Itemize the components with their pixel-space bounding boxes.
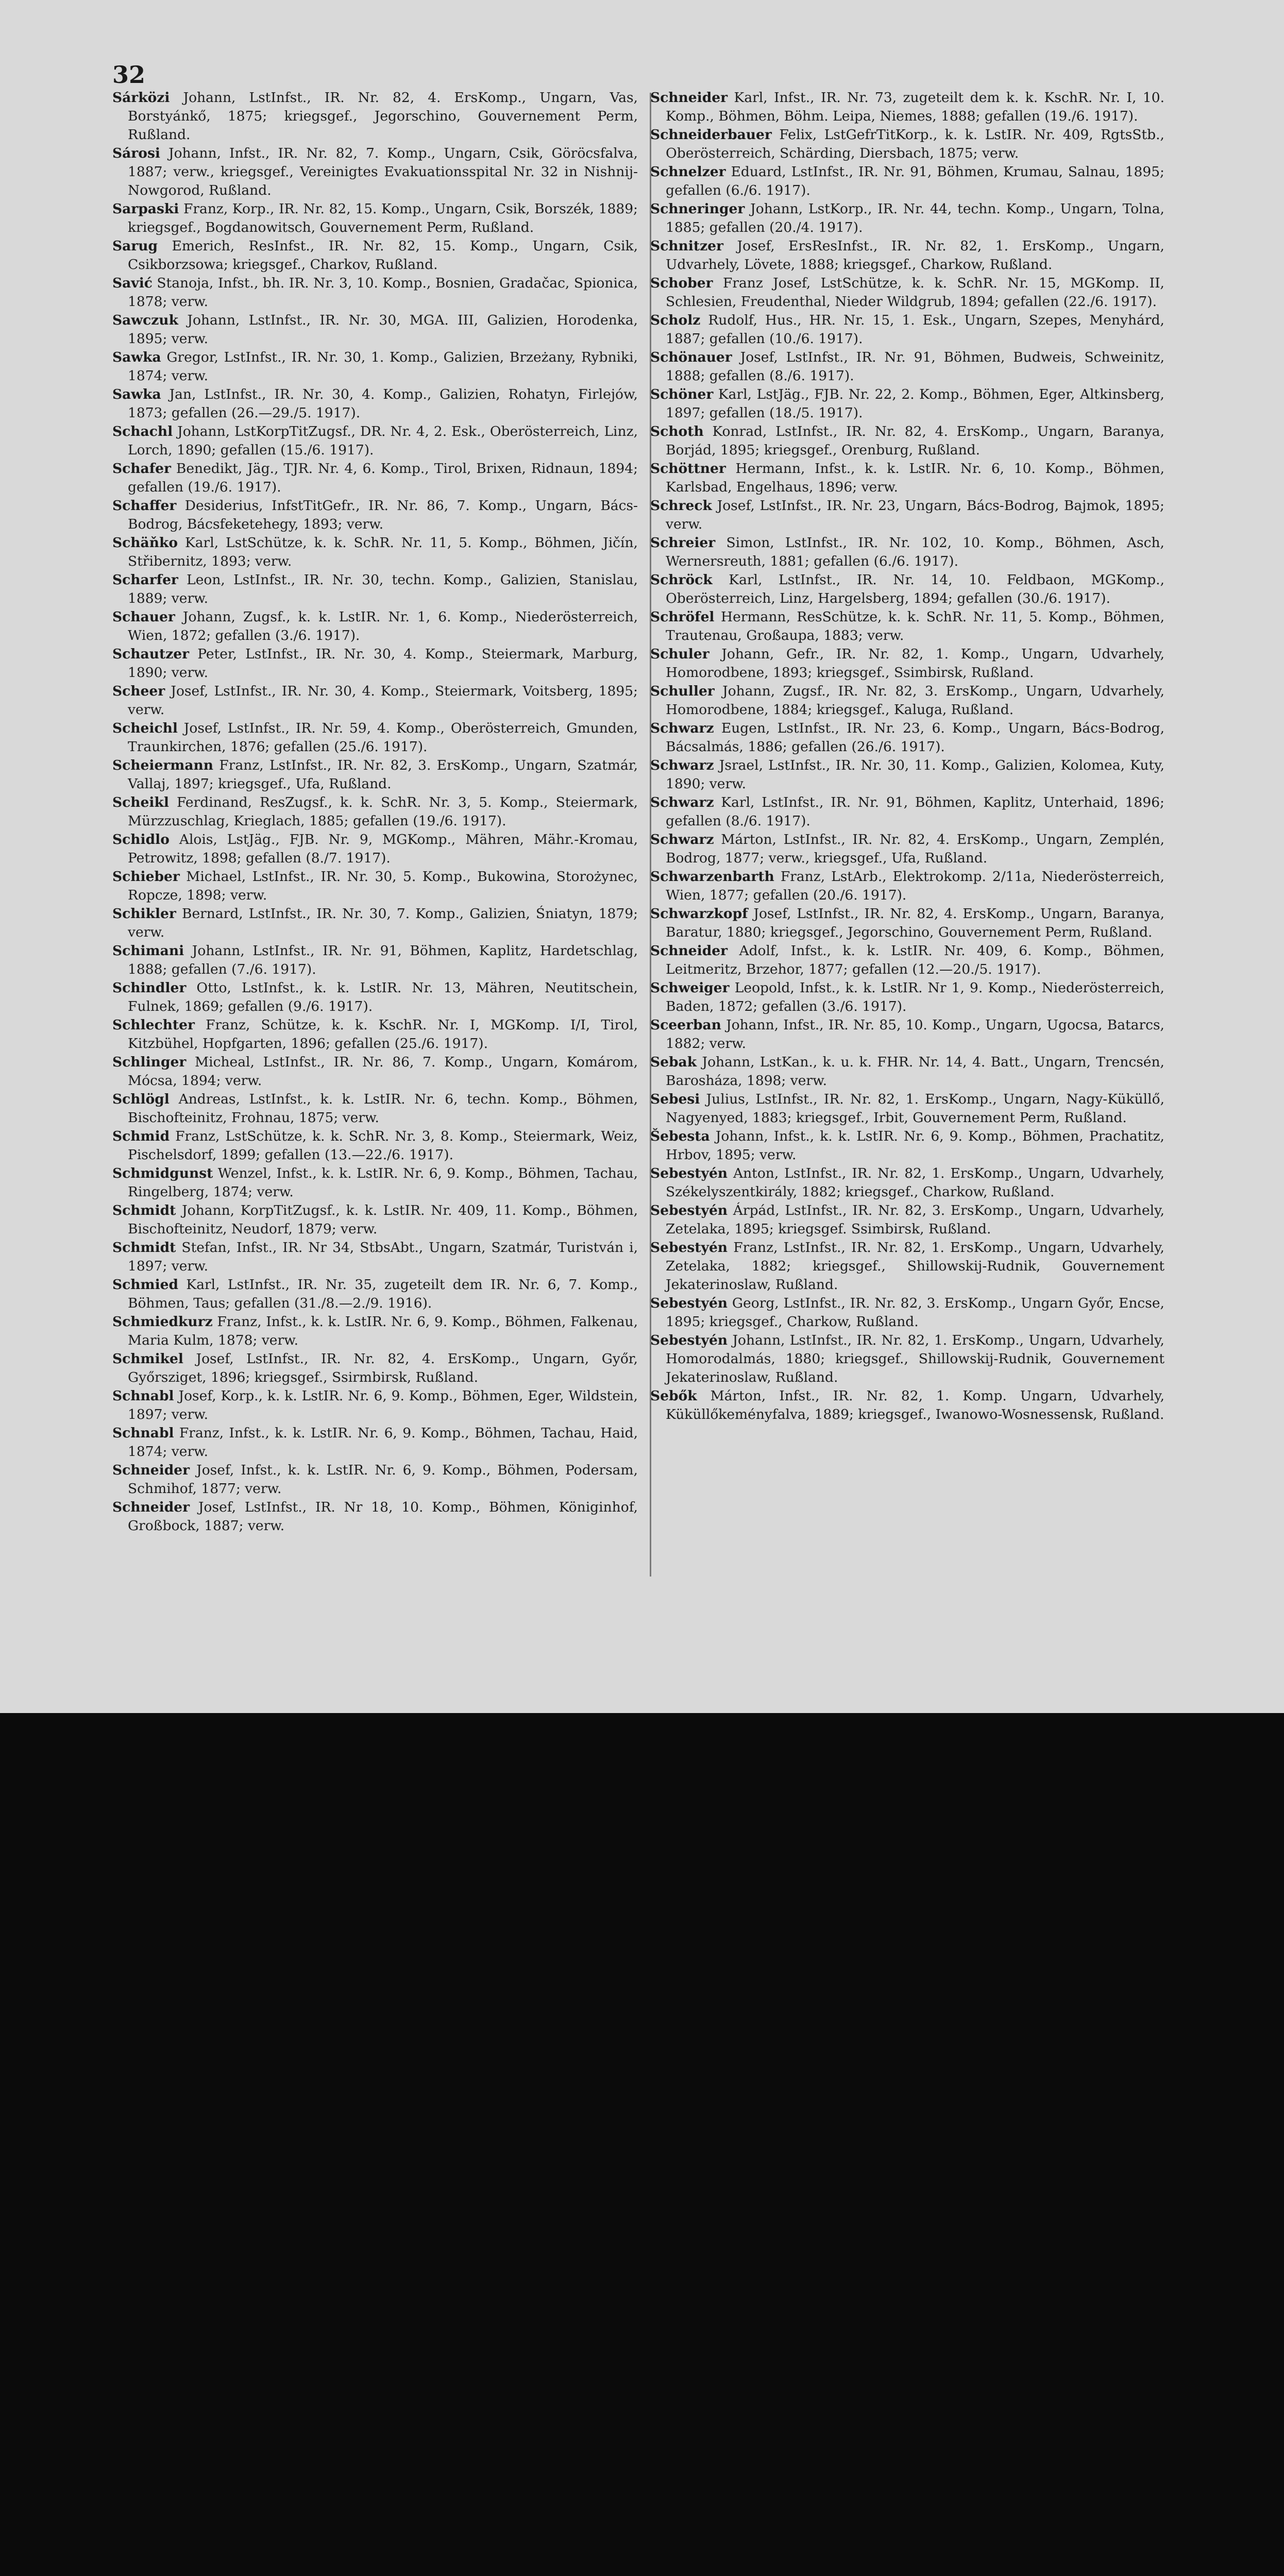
entry-surname: Schneider xyxy=(650,943,728,959)
entry-details: Johann, Zugsf., k. k. LstIR. Nr. 1, 6. Komp., Niederösterreich, Wien, 1872; gefallen (3./6. 1917). xyxy=(128,609,638,643)
register-entry xyxy=(112,756,638,793)
entry-surname: Schmidt xyxy=(112,1202,176,1218)
entry-details: Josef, LstInfst., IR. Nr 18, 10. Komp., Böhmen, Königinhof, Großbock, 1887; verw. xyxy=(128,1499,638,1534)
entry-details: Johann, LstKorpTitZugsf., DR. Nr. 4, 2. Esk., Oberösterreich, Linz, Lorch, 1890; gefallen (15./6. 1917). xyxy=(128,423,638,458)
entry-details: Josef, Korp., k. k. LstIR. Nr. 6, 9. Komp., Böhmen, Eger, Wildstein, 1897; verw. xyxy=(128,1388,638,1422)
entry-surname: Schöner xyxy=(650,386,714,402)
register-entry xyxy=(112,89,638,144)
entry-details: Johann, LstInfst., IR. Nr. 91, Böhmen, Kaplitz, Hardetschlag, 1888; gefallen (7./6. 1917). xyxy=(128,943,638,977)
entry-details: Karl, LstInfst., IR. Nr. 35, zugeteilt dem IR. Nr. 6, 7. Komp., Böhmen, Taus; gefallen (31./8.—2./9. 1916). xyxy=(128,1277,638,1311)
register-entry xyxy=(644,348,1164,385)
register-entry xyxy=(644,1201,1164,1239)
entry-details: Karl, LstJäg., FJB. Nr. 22, 2. Komp., Böhmen, Eger, Altkinsberg, 1897; gefallen (18./5. 1917). xyxy=(666,386,1164,421)
entry-details: Michael, LstInfst., IR. Nr. 30, 5. Komp., Bukowina, Storożynec, Ropcze, 1898; verw. xyxy=(128,869,638,903)
entry-surname: Sárosi xyxy=(112,145,160,161)
entry-surname: Schauer xyxy=(112,609,175,625)
entry-surname: Schnelzer xyxy=(650,164,726,180)
register-entry xyxy=(112,460,638,497)
entry-details: Stanoja, Infst., bh. IR. Nr. 3, 10. Komp., Bosnien, Gradačac, Spionica, 1878; verw. xyxy=(128,275,638,310)
entry-surname: Schafer xyxy=(112,461,171,477)
entry-details: Josef, LstInfst., IR. Nr. 59, 4. Komp., Oberösterreich, Gmunden, Traunkirchen, 1876; gefallen (25./6. 1917). xyxy=(128,720,638,755)
entry-details: Johann, KorpTitZugsf., k. k. LstIR. Nr. 409, 11. Komp., Böhmen, Bischofteinitz, Neudorf, 1879; verw. xyxy=(128,1202,638,1237)
register-entry xyxy=(644,534,1164,571)
entry-surname: Sebesi xyxy=(650,1091,700,1107)
entry-details: Hermann, ResSchütze, k. k. SchR. Nr. 11, 5. Komp., Böhmen, Trautenau, Großaupa, 1883; verw. xyxy=(666,609,1164,643)
register-entry xyxy=(644,868,1164,905)
register-entry xyxy=(644,497,1164,534)
entry-surname: Sebestyén xyxy=(650,1165,728,1181)
entry-surname: Schlögl xyxy=(112,1091,170,1107)
entry-details: Gregor, LstInfst., IR. Nr. 30, 1. Komp., Galizien, Brzeżany, Rybniki, 1874; verw. xyxy=(128,349,638,384)
register-entry xyxy=(644,645,1164,682)
register-entry xyxy=(644,200,1164,237)
left-column xyxy=(112,89,638,1593)
register-entry xyxy=(112,1350,638,1387)
register-entry xyxy=(112,237,638,274)
entry-surname: Sebők xyxy=(650,1388,697,1404)
register-entry xyxy=(112,682,638,719)
register-entry xyxy=(112,608,638,645)
entry-details: Josef, Infst., k. k. LstIR. Nr. 6, 9. Komp., Böhmen, Podersam, Schmihof, 1877; verw. xyxy=(128,1462,638,1497)
entry-details: Julius, LstInfst., IR. Nr. 82, 1. ErsKomp., Ungarn, Nagy-Küküllő, Nagyenyed, 1883; kriegsgef., Irbit, Gouvernement Perm, Rußland. xyxy=(666,1091,1164,1126)
register-entry xyxy=(112,1424,638,1461)
right-column xyxy=(644,89,1164,1583)
entry-surname: Schreier xyxy=(650,535,716,551)
entry-details: Wenzel, Infst., k. k. LstIR. Nr. 6, 9. Komp., Böhmen, Tachau, Ringelberg, 1874; verw. xyxy=(128,1165,638,1200)
register-entry xyxy=(644,571,1164,608)
register-entry xyxy=(112,1313,638,1350)
entry-surname: Sarug xyxy=(112,238,158,254)
entry-surname: Sebak xyxy=(650,1054,697,1070)
entry-surname: Schröfel xyxy=(650,609,715,625)
register-entry xyxy=(644,163,1164,200)
entry-surname: Schidlo xyxy=(112,832,170,848)
entry-surname: Scheikl xyxy=(112,794,169,810)
entry-surname: Schnabl xyxy=(112,1388,174,1404)
entry-details: Emerich, ResInfst., IR. Nr. 82, 15. Komp., Ungarn, Csik, Csikborzsowa; kriegsgef., Charkov, Rußland. xyxy=(128,238,638,273)
register-entry xyxy=(112,1461,638,1498)
entry-surname: Sarpaski xyxy=(112,201,179,217)
entry-details: Franz, Infst., k. k. LstIR. Nr. 6, 9. Komp., Böhmen, Falkenau, Maria Kulm, 1878; verw. xyxy=(128,1314,638,1348)
register-entry xyxy=(644,756,1164,793)
entry-details: Konrad, LstInfst., IR. Nr. 82, 4. ErsKomp., Ungarn, Baranya, Borjád, 1895; kriegsgef., Orenburg, Rußland. xyxy=(666,423,1164,458)
register-entry xyxy=(644,1053,1164,1090)
entry-details: Johann, LstKan., k. u. k. FHR. Nr. 14, 4. Batt., Ungarn, Trencsén, Barosháza, 1898; verw. xyxy=(666,1054,1164,1089)
entry-surname: Sceerban xyxy=(650,1017,721,1033)
register-entry xyxy=(644,1090,1164,1127)
entry-details: Josef, LstInfst., IR. Nr. 30, 4. Komp., Steiermark, Voitsberg, 1895; verw. xyxy=(128,683,638,718)
register-entry xyxy=(112,793,638,831)
entry-surname: Schneider xyxy=(112,1462,190,1478)
entry-details: Franz, Infst., k. k. LstIR. Nr. 6, 9. Komp., Böhmen, Tachau, Haid, 1874; verw. xyxy=(128,1425,638,1460)
entry-details: Bernard, LstInfst., IR. Nr. 30, 7. Komp., Galizien, Śniatyn, 1879; verw. xyxy=(128,906,638,940)
register-entry xyxy=(644,1294,1164,1331)
entry-surname: Schlinger xyxy=(112,1054,187,1070)
entry-surname: Schlechter xyxy=(112,1017,195,1033)
entry-details: Rudolf, Hus., HR. Nr. 15, 1. Esk., Ungarn, Szepes, Menyhárd, 1887; gefallen (10./6. 1917). xyxy=(666,312,1164,347)
entry-details: Leon, LstInfst., IR. Nr. 30, techn. Komp., Galizien, Stanislau, 1889; verw. xyxy=(128,572,638,606)
entry-details: Eugen, LstInfst., IR. Nr. 23, 6. Komp., Ungarn, Bács-Bodrog, Bácsalmás, 1886; gefallen (26./6. 1917). xyxy=(666,720,1164,755)
entry-details: Johann, Gefr., IR. Nr. 82, 1. Komp., Ungarn, Udvarhely, Homorodbene, 1893; kriegsgef., Ssimbirsk, Rußland. xyxy=(666,646,1164,681)
entry-surname: Schindler xyxy=(112,980,187,996)
register-entry xyxy=(644,422,1164,460)
entry-surname: Schmidgunst xyxy=(112,1165,213,1181)
entry-details: Anton, LstInfst., IR. Nr. 82, 1. ErsKomp., Ungarn, Udvarhely, Székelyszentkirály, 1882; kriegsgef., Charkow, Rußland. xyxy=(666,1165,1164,1200)
register-entry xyxy=(112,868,638,905)
entry-surname: Sawczuk xyxy=(112,312,178,328)
entry-details: Karl, Infst., IR. Nr. 73, zugeteilt dem k. k. KschR. Nr. I, 10. Komp., Böhmen, Böhm. Leipa, Niemes, 1888; gefallen (19./6. 1917). xyxy=(666,90,1164,124)
entry-surname: Schäňko xyxy=(112,535,178,551)
entry-surname: Schoth xyxy=(650,423,704,439)
register-entry xyxy=(644,126,1164,163)
page-number: 32 xyxy=(112,61,146,89)
entry-details: Franz, Schütze, k. k. KschR. Nr. I, MGKomp. I/I, Tirol, Kitzbühel, Hopfgarten, 1896; gefallen (25./6. 1917). xyxy=(128,1017,638,1052)
register-entry xyxy=(644,719,1164,756)
entry-details: Otto, LstInfst., k. k. LstIR. Nr. 13, Mähren, Neutitschein, Fulnek, 1869; gefallen (9./6. 1917). xyxy=(128,980,638,1014)
entry-details: Josef, ErsResInfst., IR. Nr. 82, 1. ErsKomp., Ungarn, Udvarhely, Lövete, 1888; kriegsgef., Charkow, Rußland. xyxy=(666,238,1164,273)
entry-surname: Sebestyén xyxy=(650,1295,728,1311)
entry-details: Johann, LstKorp., IR. Nr. 44, techn. Komp., Ungarn, Tolna, 1885; gefallen (20./4. 1917). xyxy=(666,201,1164,235)
entry-details: Johann, Infst., IR. Nr. 82, 7. Komp., Ungarn, Csik, Göröcsfalva, 1887; verw., kriegsgef., Vereinigtes Evakuationsspital Nr. 32 in Nishnij-Nowgorod, Rußland. xyxy=(128,145,638,198)
entry-details: Karl, LstInfst., IR. Nr. 91, Böhmen, Kaplitz, Unterhaid, 1896; gefallen (8./6. 1917). xyxy=(666,794,1164,829)
entry-surname: Schmiedkurz xyxy=(112,1314,213,1330)
entry-surname: Sebestyén xyxy=(650,1202,728,1218)
entry-details: Andreas, LstInfst., k. k. LstIR. Nr. 6, techn. Komp., Böhmen, Bischofteinitz, Frohnau, 1875; verw. xyxy=(128,1091,638,1126)
register-entry xyxy=(112,719,638,756)
entry-details: Leopold, Infst., k. k. LstIR. Nr 1, 9. Komp., Niederösterreich, Baden, 1872; gefallen (3./6. 1917). xyxy=(666,980,1164,1014)
entry-surname: Schröck xyxy=(650,572,713,588)
register-entry xyxy=(644,385,1164,422)
entry-surname: Schmidt xyxy=(112,1240,176,1256)
entry-surname: Sawka xyxy=(112,349,161,365)
register-entry xyxy=(112,274,638,311)
register-entry xyxy=(112,1239,638,1276)
entry-surname: Schwarz xyxy=(650,832,714,848)
register-entry xyxy=(112,645,638,682)
entry-details: Franz, LstSchütze, k. k. SchR. Nr. 3, 8. Komp., Steiermark, Weiz, Pischelsdorf, 1899; gefallen (13.—22./6. 1917). xyxy=(128,1128,638,1163)
register-entry xyxy=(112,497,638,534)
register-entry xyxy=(112,1090,638,1127)
register-entry xyxy=(112,905,638,942)
register-entry xyxy=(112,1016,638,1053)
entry-details: Micheal, LstInfst., IR. Nr. 86, 7. Komp., Ungarn, Komárom, Mócsa, 1894; verw. xyxy=(128,1054,638,1089)
entry-surname: Schwarz xyxy=(650,757,714,773)
register-entry xyxy=(644,831,1164,868)
viewer-footer xyxy=(0,1713,1284,1818)
entry-details: Franz, LstInfst., IR. Nr. 82, 1. ErsKomp., Ungarn, Udvarhely, Zetelaka, 1882; kriegsgef., Shillowskij-Rudnik, Gouvernement Jekaterinoslaw, Rußland. xyxy=(666,1240,1164,1293)
register-entry xyxy=(644,460,1164,497)
register-entry xyxy=(112,1127,638,1164)
entry-surname: Šebesta xyxy=(650,1128,710,1144)
entry-details: Karl, LstSchütze, k. k. SchR. Nr. 11, 5. Komp., Böhmen, Jičín, Střibernitz, 1893; verw. xyxy=(128,535,638,569)
entry-surname: Schnitzer xyxy=(650,238,723,254)
entry-details: Adolf, Infst., k. k. LstIR. Nr. 409, 6. Komp., Böhmen, Leitmeritz, Brzehor, 1877; gefallen (12.—20./5. 1917). xyxy=(666,943,1164,977)
entry-details: Hermann, Infst., k. k. LstIR. Nr. 6, 10. Komp., Böhmen, Karlsbad, Engelhaus, 1896; verw. xyxy=(666,461,1164,495)
register-entry xyxy=(112,1201,638,1239)
register-entry xyxy=(644,89,1164,126)
entry-surname: Schautzer xyxy=(112,646,190,662)
entry-details: Jsrael, LstInfst., IR. Nr. 30, 11. Komp., Galizien, Kolomea, Kuty, 1890; verw. xyxy=(666,757,1164,792)
entry-details: Desiderius, InfstTitGefr., IR. Nr. 86, 7. Komp., Ungarn, Bács-Bodrog, Bácsfeketehegy, 1893; verw. xyxy=(128,498,638,532)
register-entry xyxy=(644,793,1164,831)
register-entry xyxy=(112,571,638,608)
entry-details: Franz, LstArb., Elektrokomp. 2/11a, Niederösterreich, Wien, 1877; gefallen (20./6. 1917). xyxy=(666,869,1164,903)
register-entry xyxy=(644,311,1164,348)
entry-details: Peter, LstInfst., IR. Nr. 30, 4. Komp., Steiermark, Marburg, 1890; verw. xyxy=(128,646,638,681)
register-entry xyxy=(644,942,1164,979)
entry-surname: Sárközi xyxy=(112,90,170,106)
entry-surname: Schuler xyxy=(650,646,709,662)
register-entry xyxy=(644,1387,1164,1424)
entry-details: Stefan, Infst., IR. Nr 34, StbsAbt., Ungarn, Szatmár, Turistván i, 1897; verw. xyxy=(128,1240,638,1274)
entry-details: Jan, LstInfst., IR. Nr. 30, 4. Komp., Galizien, Rohatyn, Firlejów, 1873; gefallen (26.—29./5. 1917). xyxy=(128,386,638,421)
entry-surname: Schuller xyxy=(650,683,715,699)
entry-details: Johann, Infst., IR. Nr. 85, 10. Komp., Ungarn, Ugocsa, Batarcs, 1882; verw. xyxy=(666,1017,1164,1052)
register-entry xyxy=(112,311,638,348)
register-entry xyxy=(644,682,1164,719)
entry-surname: Scholz xyxy=(650,312,701,328)
register-entry xyxy=(112,1164,638,1201)
entry-details: Johann, LstInfst., IR. Nr. 82, 1. ErsKomp., Ungarn, Udvarhely, Homorodalmás, 1880; kriegsgef., Shillowskij-Rudnik, Gouvernement Jekaterinoslaw, Rußland. xyxy=(666,1332,1164,1385)
entry-details: Alois, LstJäg., FJB. Nr. 9, MGKomp., Mähren, Mähr.-Kromau, Petrowitz, 1898; gefallen (8./7. 1917). xyxy=(128,832,638,866)
entry-details: Benedikt, Jäg., TJR. Nr. 4, 6. Komp., Tirol, Brixen, Ridnaun, 1894; gefallen (19./6. 1917). xyxy=(128,461,638,495)
entry-details: Márton, Infst., IR. Nr. 82, 1. Komp. Ungarn, Udvarhely, Küküllőkeményfalva, 1889; kriegsgef., Iwanowo-Wosnessensk, Rußland. xyxy=(666,1388,1164,1422)
entry-details: Simon, LstInfst., IR. Nr. 102, 10. Komp., Böhmen, Asch, Wernersreuth, 1881; gefallen (6./6. 1917). xyxy=(666,535,1164,569)
register-entry xyxy=(112,200,638,237)
register-entry xyxy=(644,274,1164,311)
register-entry xyxy=(112,1387,638,1424)
register-entry xyxy=(112,144,638,200)
entry-details: Josef, LstInfst., IR. Nr. 91, Böhmen, Budweis, Schweinitz, 1888; gefallen (8./6. 1917). xyxy=(666,349,1164,384)
entry-surname: Schreck xyxy=(650,498,712,514)
entry-surname: Scheer xyxy=(112,683,165,699)
register-entry xyxy=(644,237,1164,274)
entry-surname: Scharfer xyxy=(112,572,178,588)
register-entry xyxy=(112,348,638,385)
entry-details: Felix, LstGefrTitKorp., k. k. LstIR. Nr. 409, RgtsStb., Oberösterreich, Schärding, Diersbach, 1875; verw. xyxy=(666,127,1164,161)
entry-surname: Schachl xyxy=(112,423,173,439)
entry-surname: Schieber xyxy=(112,869,180,885)
register-entry xyxy=(644,979,1164,1016)
register-entry xyxy=(644,905,1164,942)
register-entry xyxy=(112,385,638,422)
entry-surname: Schneider xyxy=(112,1499,190,1515)
entry-details: Árpád, LstInfst., IR. Nr. 82, 3. ErsKomp., Ungarn, Udvarhely, Zetelaka, 1895; kriegsgef. Ssimbirsk, Rußland. xyxy=(666,1202,1164,1237)
entry-details: Franz, LstInfst., IR. Nr. 82, 3. ErsKomp., Ungarn, Szatmár, Vallaj, 1897; kriegsgef., Ufa, Rußland. xyxy=(128,757,638,792)
register-entry xyxy=(644,1239,1164,1294)
entry-details: Josef, LstInfst., IR. Nr. 82, 4. ErsKomp., Ungarn, Győr, Győrsziget, 1896; kriegsgef., Ssirmbirsk, Rußland. xyxy=(128,1351,638,1385)
entry-surname: Schneiderbauer xyxy=(650,127,772,143)
entry-surname: Scheichl xyxy=(112,720,178,736)
register-entry xyxy=(644,608,1164,645)
entry-surname: Schwarz xyxy=(650,720,714,736)
entry-surname: Schöttner xyxy=(650,461,726,477)
entry-surname: Sawka xyxy=(112,386,161,402)
register-entry xyxy=(644,1127,1164,1164)
entry-surname: Schwarz xyxy=(650,794,714,810)
entry-surname: Schikler xyxy=(112,906,176,922)
entry-details: Johann, Zugsf., IR. Nr. 82, 3. ErsKomp., Ungarn, Udvarhely, Homorodbene, 1884; kriegsgef., Kaluga, Rußland. xyxy=(666,683,1164,718)
entry-details: Johann, LstInfst., IR. Nr. 82, 4. ErsKomp., Ungarn, Vas, Borstyánkő, 1875; kriegsgef., Jegorschino, Gouvernement Perm, Rußland. xyxy=(128,90,638,143)
entry-surname: Schneider xyxy=(650,90,728,106)
entry-surname: Schober xyxy=(650,275,713,291)
entry-details: Franz, Korp., IR. Nr. 82, 15. Komp., Ungarn, Csik, Borszék, 1889; kriegsgef., Bogdanowitsch, Gouvernement Perm, Rußland. xyxy=(128,201,638,235)
entry-surname: Schmied xyxy=(112,1277,179,1293)
entry-surname: Sebestyén xyxy=(650,1332,728,1348)
register-entry xyxy=(112,1498,638,1535)
entry-surname: Schweiger xyxy=(650,980,730,996)
entry-surname: Schwarzkopf xyxy=(650,906,748,922)
entry-details: Georg, LstInfst., IR. Nr. 82, 3. ErsKomp., Ungarn Győr, Encse, 1895; kriegsgef., Charkow, Rußland. xyxy=(666,1295,1164,1330)
register-entry xyxy=(112,534,638,571)
entry-details: Josef, LstInfst., IR. Nr. 82, 4. ErsKomp., Ungarn, Baranya, Baratur, 1880; kriegsgef., Jegorschino, Gouvernement Perm, Rußland. xyxy=(666,906,1164,940)
register-entry xyxy=(644,1164,1164,1201)
entry-surname: Schneringer xyxy=(650,201,745,217)
entry-surname: Schwarzenbarth xyxy=(650,869,774,885)
entry-details: Ferdinand, ResZugsf., k. k. SchR. Nr. 3, 5. Komp., Steiermark, Mürzzuschlag, Krieglach, 1885; gefallen (19./6. 1917). xyxy=(128,794,638,829)
register-entry xyxy=(112,1276,638,1313)
entry-surname: Scheiermann xyxy=(112,757,214,773)
entry-surname: Schmid xyxy=(112,1128,170,1144)
entry-details: Eduard, LstInfst., IR. Nr. 91, Böhmen, Krumau, Salnau, 1895; gefallen (6./6. 1917). xyxy=(666,164,1164,198)
entry-surname: Schmikel xyxy=(112,1351,183,1367)
register-entry xyxy=(112,979,638,1016)
entry-details: Karl, LstInfst., IR. Nr. 14, 10. Feldbaon, MGKomp., Oberösterreich, Linz, Hargelsberg, 1894; gefallen (30./6. 1917). xyxy=(666,572,1164,606)
entry-surname: Schaffer xyxy=(112,498,177,514)
register-entry xyxy=(644,1016,1164,1053)
entry-details: Franz Josef, LstSchütze, k. k. SchR. Nr. 15, MGKomp. II, Schlesien, Freudenthal, Nieder Wildgrub, 1894; gefallen (22./6. 1917). xyxy=(666,275,1164,310)
entry-details: Johann, LstInfst., IR. Nr. 30, MGA. III, Galizien, Horodenka, 1895; verw. xyxy=(128,312,638,347)
entry-surname: Schnabl xyxy=(112,1425,174,1441)
register-entry xyxy=(112,831,638,868)
entry-details: Josef, LstInfst., IR. Nr. 23, Ungarn, Bács-Bodrog, Bajmok, 1895; verw. xyxy=(666,498,1164,532)
entry-surname: Schimani xyxy=(112,943,184,959)
entry-details: Márton, LstInfst., IR. Nr. 82, 4. ErsKomp., Ungarn, Zemplén, Bodrog, 1877; verw., kriegsgef., Ufa, Rußland. xyxy=(666,832,1164,866)
register-entry xyxy=(112,422,638,460)
entry-surname: Schönauer xyxy=(650,349,732,365)
register-entry xyxy=(112,942,638,979)
entry-surname: Sebestyén xyxy=(650,1240,728,1256)
register-entry xyxy=(112,1053,638,1090)
entry-details: Johann, Infst., k. k. LstIR. Nr. 6, 9. Komp., Böhmen, Prachatitz, Hrbov, 1895; verw. xyxy=(666,1128,1164,1163)
register-entry xyxy=(644,1331,1164,1387)
entry-surname: Savić xyxy=(112,275,153,291)
